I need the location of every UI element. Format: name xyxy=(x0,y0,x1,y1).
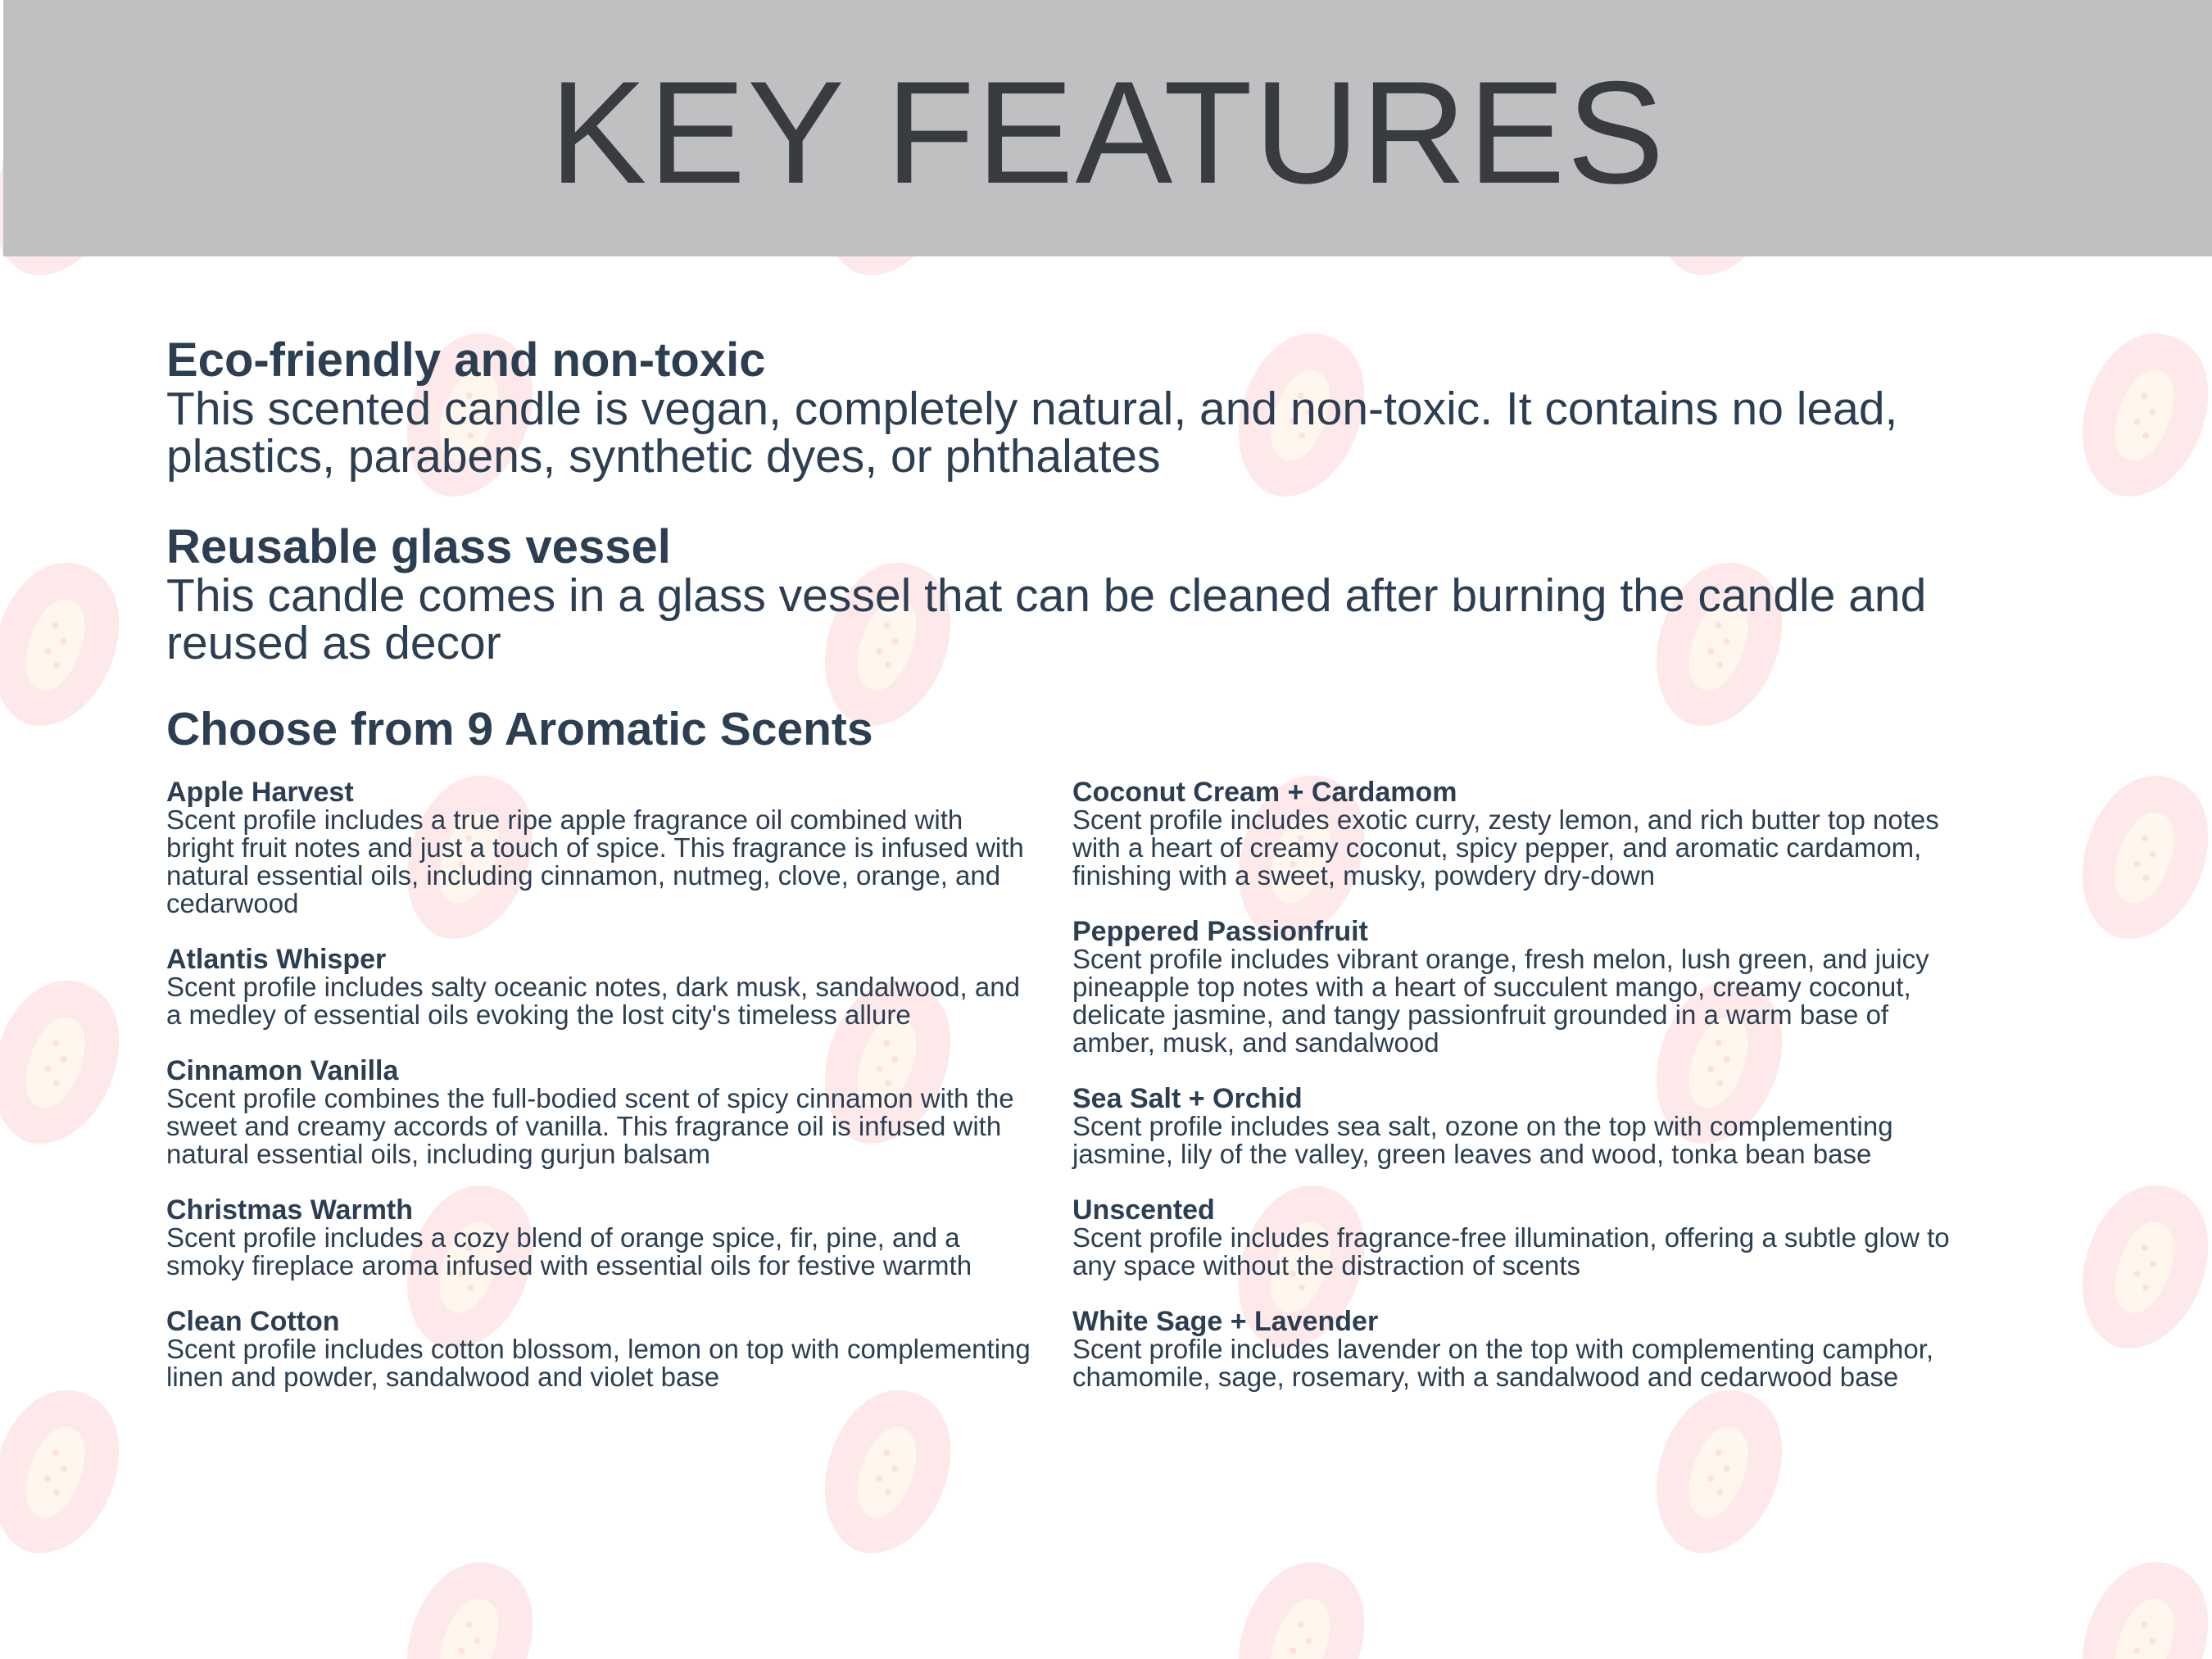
scent-item xyxy=(166,778,1035,918)
scent-description: Scent profile combines the full-bodied scent of spicy cinnamon with the sweet and creamy accords of vanilla. This fragrance oil is infused with natural essential oils, including gurjun balsam xyxy=(166,1083,1014,1169)
scents-column-left xyxy=(166,778,1035,1419)
main-content xyxy=(166,333,2075,1483)
scent-name: Christmas Warmth xyxy=(166,1194,414,1226)
feature-text: This scented candle is vegan, completely natural, and non-toxic. It contains no lead, plastics, parabens, synthetic dyes, or phthalates xyxy=(166,383,1898,483)
scents-section-title: Choose from 9 Aromatic Scents xyxy=(166,703,873,755)
feature-text: This candle comes in a glass vessel that can be cleaned after burning the candle and reused as decor xyxy=(166,569,1927,669)
scent-description: Scent profile includes vibrant orange, fresh melon, lush green, and juicy pineapple top notes with a heart of succulent mango, creamy coconut, delicate jasmine, and tangy passionfruit grounded in a warm base of amber, musk, and sandalwood xyxy=(1072,944,1929,1058)
scent-description: Scent profile includes a cozy blend of orange spice, fir, pine, and a smoky fireplace aroma infused with essential oils for festive warmth xyxy=(166,1222,972,1281)
scent-name: Clean Cotton xyxy=(166,1306,340,1337)
scents-column-right xyxy=(1072,778,1974,1419)
scents-list xyxy=(166,778,2075,1483)
scent-description: Scent profile includes a true ripe apple fragrance oil combined with bright fruit notes and just a touch of spice. This fragrance is infused with natural essential oils, including cinnamon, nutmeg, clove, orange, and cedarwood xyxy=(166,805,1024,918)
scent-item xyxy=(1072,778,1974,890)
scent-item xyxy=(1072,1085,1974,1168)
scent-item xyxy=(166,1057,1035,1168)
scent-description: Scent profile includes exotic curry, zesty lemon, and rich butter top notes with a heart of creamy coconut, spicy pepper, and aromatic cardamom, finishing with a sweet, musky, powdery dry-down xyxy=(1072,805,1939,891)
scent-name: Unscented xyxy=(1072,1194,1215,1226)
feature-reusable-vessel xyxy=(166,520,2075,669)
page-title: KEY FEATURES xyxy=(549,51,1666,214)
scent-item xyxy=(1072,1308,1974,1391)
scent-name: Cinnamon Vanilla xyxy=(166,1055,399,1086)
scent-description: Scent profile includes sea salt, ozone on the top with complementing jasmine, lily of the valley, green leaves and wood, tonka bean base xyxy=(1072,1111,1893,1169)
scent-description: Scent profile includes cotton blossom, lemon on top with complementing linen and powder, sandalwood and violet base xyxy=(166,1334,1031,1392)
scent-name: Peppered Passionfruit xyxy=(1072,916,1368,947)
scent-name: Coconut Cream + Cardamom xyxy=(1072,777,1457,808)
scent-item xyxy=(166,1196,1035,1280)
scent-description: Scent profile includes fragrance-free illumination, offering a subtle glow to any space without the distraction of scents xyxy=(1072,1222,1950,1281)
scent-item xyxy=(1072,1196,1974,1280)
scent-item xyxy=(166,945,1035,1029)
scent-name: Apple Harvest xyxy=(166,777,354,808)
feature-eco-friendly xyxy=(166,333,2075,483)
feature-title: Eco-friendly and non-toxic xyxy=(166,333,766,387)
scent-item xyxy=(166,1308,1035,1391)
scent-name: Atlantis Whisper xyxy=(166,944,387,975)
header-band xyxy=(3,0,2212,256)
scent-description: Scent profile includes salty oceanic notes, dark musk, sandalwood, and a medley of essential oils evoking the lost city's timeless allure xyxy=(166,972,1020,1030)
scent-name: White Sage + Lavender xyxy=(1072,1306,1379,1337)
scent-name: Sea Salt + Orchid xyxy=(1072,1083,1303,1114)
scent-description: Scent profile includes lavender on the top with complementing camphor, chamomile, sage, rosemary, with a sandalwood and cedarwood base xyxy=(1072,1334,1934,1392)
feature-title: Reusable glass vessel xyxy=(166,520,671,573)
scent-item xyxy=(1072,918,1974,1057)
